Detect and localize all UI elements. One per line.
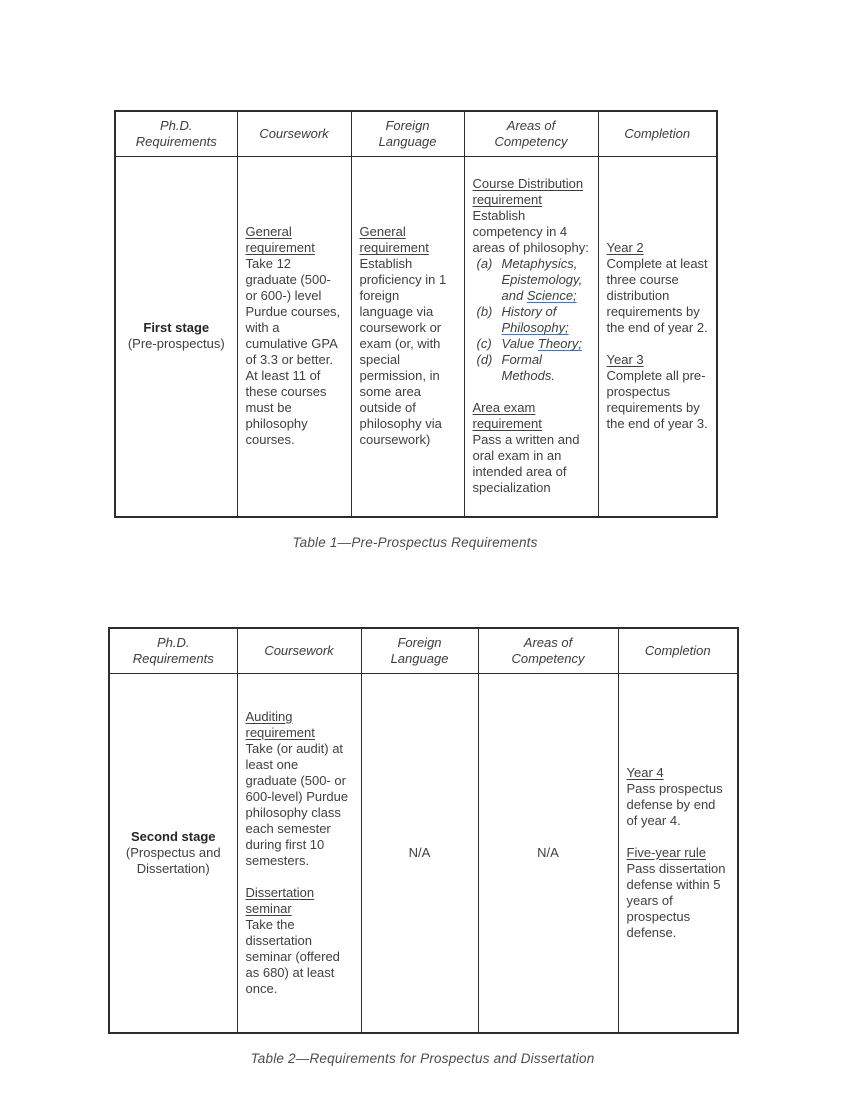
list-item-marker: (d) [476,352,493,368]
coursework-cell [237,674,361,1033]
requirement-body: Take 12 graduate (500- or 600-) level Purdue courses, with a cumulative GPA of 3.3 or better. At least 11 of these courses must be philosophy courses. [245,256,341,448]
col-header-coursework: Coursework [237,628,361,674]
milestone-heading: Year 3 [606,352,644,368]
requirement-heading: Area exam requirement [472,400,542,432]
list-item-text: Formal Methods. [501,352,555,384]
col-header-coursework: Coursework [237,111,351,157]
competency-list [473,256,590,384]
stage-cell [109,674,237,1033]
requirement-heading: Course Distribution requirement [472,176,584,208]
milestone-heading: Five-year rule [626,844,706,860]
table1-section [114,110,716,550]
col-header-areas-of-competency: Areas of Competency [478,628,618,674]
table2-header-row [109,628,738,674]
list-item-marker: (a) [476,256,493,272]
table1-caption: Table 1—Pre-Prospectus Requirements [292,534,538,550]
theory-link[interactable]: Theory; [537,336,582,352]
stage-cell [115,157,237,517]
table2-body-row [109,674,738,1033]
requirement-body: Take (or audit) at least one graduate (500- or 600-level) Purdue philosophy class each semester during first 10 semesters. [245,740,349,868]
col-header-areas-of-competency: Areas of Competency [464,111,598,157]
areas-of-competency-cell [464,157,598,517]
requirement-heading: General requirement [245,224,315,256]
table1-body-row [115,157,717,517]
requirement-heading: Auditing requirement [245,708,315,740]
table2 [108,627,739,1034]
list-item [477,352,590,384]
philosophy-link[interactable]: Philosophy; [501,320,569,336]
col-header-phd-requirements: Ph.D. Requirements [115,111,237,157]
list-item-marker: (b) [476,304,493,320]
stage-subtitle: (Prospectus and Dissertation) [125,844,221,876]
completion-cell [618,674,738,1033]
col-header-foreign-language: Foreign Language [351,111,464,157]
col-header-completion: Completion [598,111,717,157]
table2-caption: Table 2—Requirements for Prospectus and Dissertation [250,1050,595,1066]
col-header-completion: Completion [618,628,738,674]
milestone-body: Complete at least three course distribution requirements by the end of year 2. [606,256,708,336]
areas-of-competency-cell [478,674,618,1033]
list-item [477,336,590,352]
col-header-phd-requirements: Ph.D. Requirements [109,628,237,674]
na-value: N/A [537,844,559,860]
na-value: N/A [408,844,431,860]
requirement-heading: Dissertation seminar [245,884,315,916]
milestone-body: Complete all pre-prospectus requirements by the end of year 3. [606,368,708,432]
stage-title: First stage [143,320,210,336]
list-item-text: Metaphysics, Epistemology, and [501,256,583,304]
list-item [477,256,590,304]
requirement-body: Establish competency in 4 areas of philosophy: [472,208,589,256]
milestone-body: Pass dissertation defense within 5 years of prospectus defense. [626,860,726,940]
col-header-foreign-language: Foreign Language [361,628,478,674]
list-item [477,304,590,336]
requirement-heading: General requirement [359,224,429,256]
completion-cell [598,157,717,517]
requirement-body: Establish proficiency in 1 foreign language via coursework or exam (or, with special permission, in some area outside of philosophy via coursework) [359,256,447,448]
coursework-cell [237,157,351,517]
milestone-heading: Year 4 [626,764,664,780]
milestone-heading: Year 2 [606,240,644,256]
stage-subtitle: (Pre-prospectus) [127,336,225,352]
foreign-language-cell [361,674,478,1033]
table2-section [108,627,737,1066]
stage-title: Second stage [130,828,216,844]
science-link[interactable]: Science; [526,288,577,304]
requirement-body: Pass a written and oral exam in an intended area of specialization [472,432,580,496]
list-item-text: Value [501,336,538,352]
requirement-body: Take the dissertation seminar (offered as 680) at least once. [245,916,340,996]
foreign-language-cell [351,157,464,517]
list-item-text: History of [501,304,557,320]
milestone-body: Pass prospectus defense by end of year 4. [626,780,723,828]
table1 [114,110,718,518]
table1-header-row [115,111,717,157]
list-item-marker: (c) [476,336,492,352]
